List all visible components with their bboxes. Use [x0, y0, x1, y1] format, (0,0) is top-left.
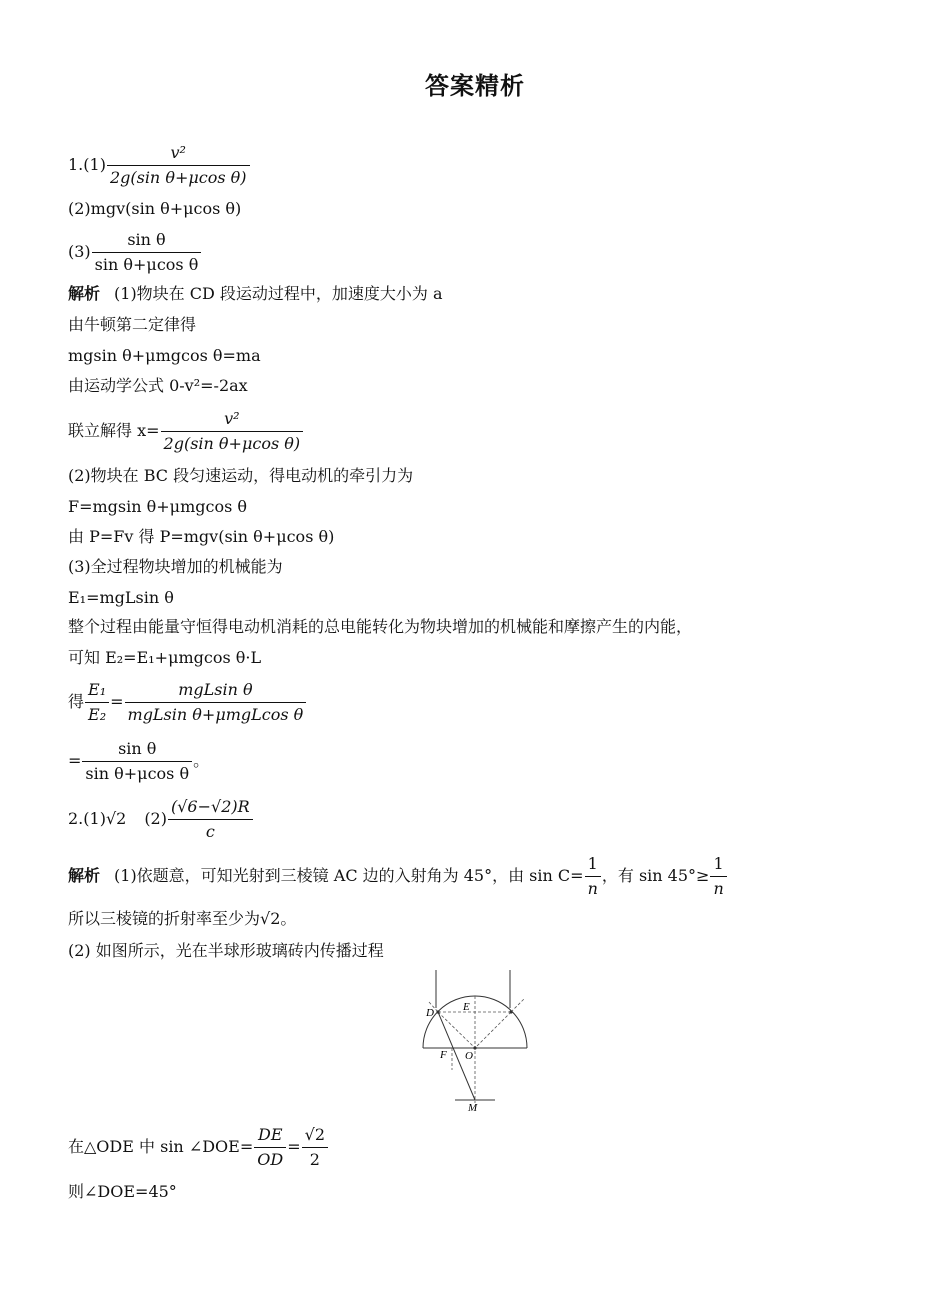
q1-analysis-line-13: 得 $\frac{\text{E₁}}{\text{E₂}}$ = $\frac{\text{mgLsin θ}}{\text{mgLsin θ+μmgLcos θ}}$	[68, 679, 307, 726]
label-M: M	[468, 1102, 478, 1114]
q1-answer-3: (3) $\frac{\text{sin θ}}{\text{sin θ+μcos θ}}$	[68, 229, 202, 276]
q2-answer-2-fraction: $\frac{(√6-√2)R}{c}$	[168, 796, 253, 843]
q1-analysis-line-14: = $\frac{\text{sin θ}}{\text{sin θ+μcos θ}}$ 。	[68, 739, 210, 783]
q1-analysis-line-7: F=mgsin θ+μmgcos θ	[68, 497, 248, 516]
label-F: F	[440, 1049, 447, 1061]
q2-answers: 2.(1)√2 (2) $\frac{(√6-√2)R}{c}$	[68, 796, 254, 843]
point-O	[473, 1046, 476, 1049]
q1-analysis-line-5: 联立解得 x= $\frac{\text{v²}}{\text{2g(sin θ+μcos θ)}}$	[68, 408, 304, 455]
dashed-extension-right	[511, 998, 525, 1012]
q1-analysis-line-1: 解析 (1)物块在 CD 段运动过程中，加速度大小为 a	[68, 284, 443, 303]
q1-p3-fraction: $\frac{\text{sin θ}}{\text{sin θ+μcos θ}}$	[92, 229, 202, 276]
point-D	[436, 1010, 439, 1013]
page-title: 答案精析	[425, 72, 525, 100]
label-E: E	[463, 1001, 470, 1013]
q1-a14-fraction: $\frac{\text{sin θ}}{\text{sin θ+μcos θ}}$	[82, 738, 192, 785]
q1-analysis-line-6: (2)物块在 BC 段匀速运动，得电动机的牵引力为	[68, 466, 414, 485]
label-O: O	[465, 1050, 473, 1062]
q1-analysis-line-9: (3)全过程物块增加的机械能为	[68, 557, 283, 576]
q1-e-ratio: $\frac{\text{E₁}}{\text{E₂}}$	[85, 679, 109, 726]
q2-analysis-line-2: 所以三棱镜的折射率至少为√2。	[68, 909, 297, 928]
q1-analysis-line-4: 由运动学公式 0-v²=-2ax	[68, 376, 248, 395]
q1-p1-prefix: 1.(1)	[68, 155, 106, 174]
q1-answer-1	[68, 142, 251, 189]
q2-analysis-line-4: 在△ODE 中 sin ∠DOE= $\frac{DE}{OD}$ = $\frac{√2}{2}$	[68, 1124, 329, 1171]
dashed-OD-radius	[438, 1012, 475, 1048]
q2-analysis-line-1: 解析 (1)依题意，可知光射到三棱镜 AC 边的入射角为 45°，由 sin C= $\frac{1}{n}$ ，有 sin 45°≥ $\frac{1}{n}$	[68, 853, 728, 900]
q1-a13-fraction: $\frac{\text{mgLsin θ}}{\text{mgLsin θ+μmgLcos θ}}$	[125, 679, 307, 726]
q1-a5-fraction: $\frac{\text{v²}}{\text{2g(sin θ+μcos θ)}}$	[161, 408, 304, 455]
q1-answer-2: (2)mgv(sin θ+μcos θ)	[68, 199, 242, 218]
hemisphere-optics-diagram	[415, 968, 535, 1116]
q2-analysis-line-3: (2) 如图所示，光在半球形玻璃砖内传播过程	[68, 941, 384, 960]
q1-analysis-line-3: mgsin θ+μmgcos θ=ma	[68, 346, 261, 365]
label-D: D	[426, 1007, 434, 1019]
dashed-radius-right	[475, 1012, 511, 1048]
q1-p1-fraction: $\frac{\text{v²}}{\text{2g(sin θ+μcos θ)}}$	[107, 142, 250, 189]
q1-analysis-line-12: 可知 E₂=E₁+μmgcos θ·L	[68, 648, 262, 667]
point-E-right	[509, 1010, 512, 1013]
analysis-label: 解析	[68, 866, 101, 885]
analysis-label: 解析	[68, 284, 101, 303]
q1-analysis-line-8: 由 P=Fv 得 P=mgv(sin θ+μcos θ)	[68, 527, 335, 546]
q2-answer-1: √2	[105, 809, 127, 828]
q1-analysis-line-2: 由牛顿第二定律得	[68, 315, 197, 334]
q1-analysis-line-11: 整个过程由能量守恒得电动机消耗的总电能转化为物块增加的机械能和摩擦产生的内能，	[68, 617, 693, 636]
q2-analysis-line-5: 则∠DOE=45°	[68, 1182, 177, 1201]
q1-analysis-line-10: E₁=mgLsin θ	[68, 588, 174, 607]
